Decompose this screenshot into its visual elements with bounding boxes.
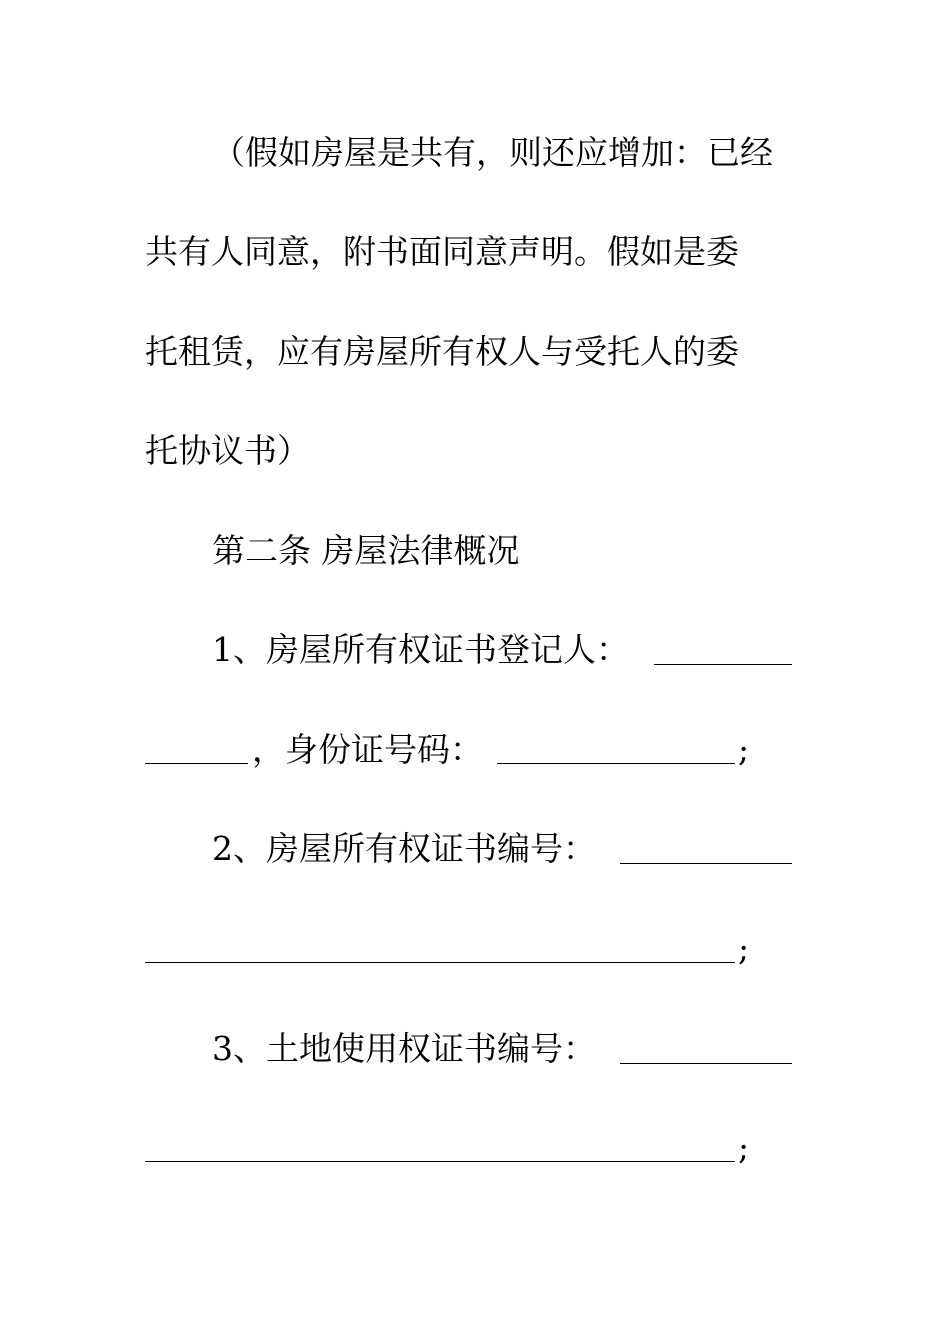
item-3-line-1 <box>212 1029 596 1069</box>
item-2-line-1 <box>212 829 596 869</box>
note-text-4: 托协议书） <box>145 431 310 470</box>
item-2-label: 2、房屋所有权证书编号： <box>212 829 596 868</box>
note-line-4 <box>145 431 310 471</box>
item-1-label: 1、房屋所有权证书登记人： <box>212 630 629 669</box>
item-1-registrant-blank-part2[interactable] <box>145 733 248 764</box>
item-3-end <box>738 1128 749 1168</box>
item-3-label: 3、土地使用权证书编号： <box>212 1029 596 1068</box>
article-heading <box>212 531 520 571</box>
note-line-1 <box>212 133 773 173</box>
item-3-semicolon: ; <box>738 1128 750 1167</box>
item-3-number-blank-part2[interactable] <box>145 1131 735 1162</box>
note-text-2: 共有人同意，附书面同意声明。假如是委 <box>145 232 739 271</box>
item-1-registrant-blank-part1[interactable] <box>654 634 792 665</box>
item-1-semicolon: ; <box>738 730 750 769</box>
note-text-3: 托租赁，应有房屋所有权人与受托人的委 <box>145 332 739 371</box>
item-1-id-blank[interactable] <box>497 733 735 764</box>
item-3-number-blank-part1[interactable] <box>620 1033 792 1064</box>
note-line-3 <box>145 332 739 372</box>
item-1-line-2 <box>252 730 483 770</box>
item-2-semicolon: ; <box>738 929 750 968</box>
item-1-line-1 <box>212 630 629 670</box>
item-2-end <box>738 929 749 969</box>
item-1-end <box>738 730 749 770</box>
item-2-number-blank-part1[interactable] <box>620 833 792 864</box>
note-line-2 <box>145 232 739 272</box>
article-heading-text: 第二条 房屋法律概况 <box>212 531 520 570</box>
note-text-1: （假如房屋是共有，则还应增加：已经 <box>212 133 773 172</box>
item-2-number-blank-part2[interactable] <box>145 932 735 963</box>
item-1-id-label: ，身份证号码： <box>252 730 483 769</box>
